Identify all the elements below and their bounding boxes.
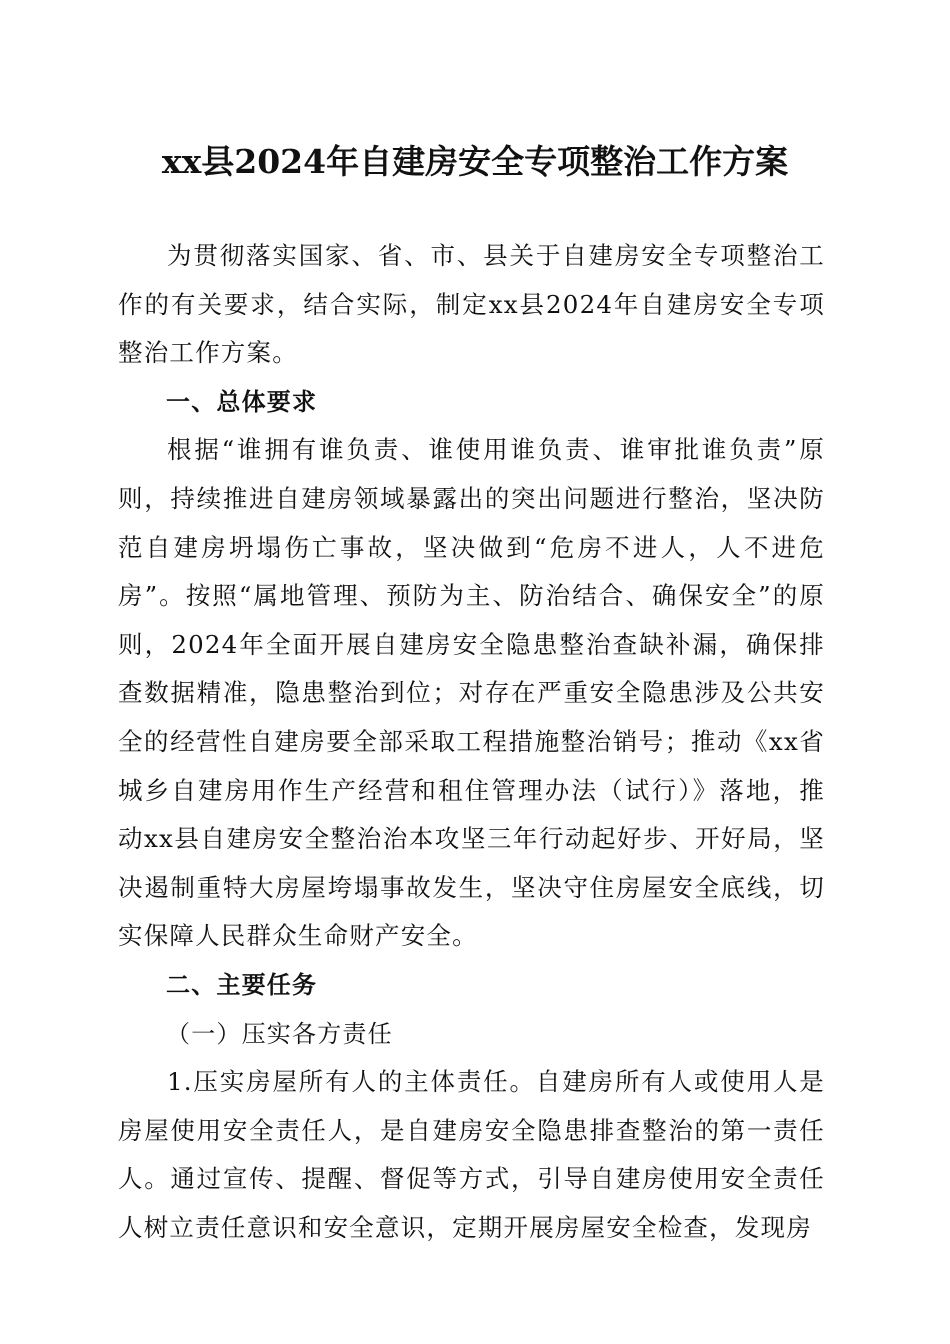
document-title: xx县2024年自建房安全专项整治工作方案 xyxy=(161,142,789,181)
section-1-paragraph: 根据“谁拥有谁负责、谁使用谁负责、谁审批谁负责”原则，持续推进自建房领域暴露出的突出问题进行整治，坚决防范自建房坍塌伤亡事故，坚决做到“危房不进人，人不进危房”。按照“属地管理、预防为主、防治结合、确保安全”的原则，2024年全面开展自建房安全隐患整治查缺补漏，确保排查数据精准，隐患整治到位；对存在严重安全隐患涉及公共安全的经营性自建房要全部采取工程措施整治销号；推动《xx省城乡自建房用作生产经营和租住管理办法（试行）》落地，推动xx县自建房安全整治治本攻坚三年行动起好步、开好局，坚决遏制重特大房屋垮塌事故发生，坚决守住房屋安全底线，切实保障人民群众生命财产安全。 xyxy=(118,435,825,951)
section-2-item-1: 1.压实房屋所有人的主体责任。自建房所有人或使用人是房屋使用安全责任人，是自建房安全隐患排查整治的第一责任人。通过宣传、提醒、督促等方式，引导自建房使用安全责任人树立责任意识和安全意识，定期开展房屋安全检查，发现房 xyxy=(118,1067,825,1242)
section-2-heading: 二、主要任务 xyxy=(166,970,318,999)
intro-paragraph: 为贯彻落实国家、省、市、县关于自建房安全专项整治工作的有关要求，结合实际，制定xx县2024年自建房安全专项整治工作方案。 xyxy=(118,241,825,368)
section-1-heading: 一、总体要求 xyxy=(166,387,318,416)
document-body xyxy=(118,232,825,1252)
section-2-subheading: （一）压实各方责任 xyxy=(166,1019,393,1048)
